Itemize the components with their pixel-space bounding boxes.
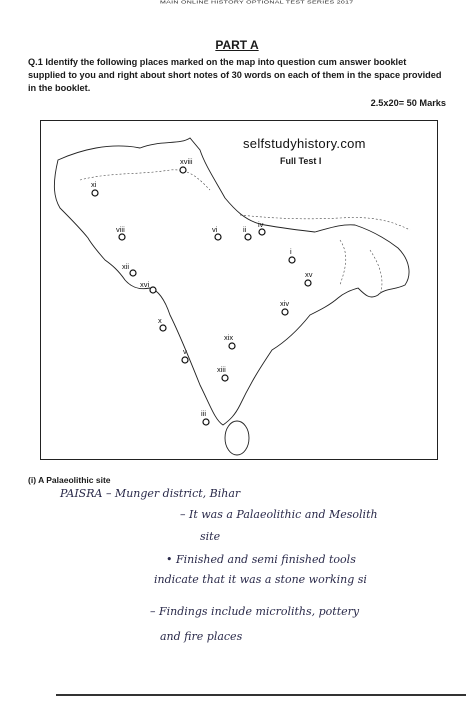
svg-text:xvi: xvi	[140, 280, 150, 289]
marker-ii[interactable]	[245, 234, 251, 240]
marker-xiv[interactable]	[282, 309, 288, 315]
svg-text:xi: xi	[91, 180, 97, 189]
map-border-east	[340, 240, 382, 295]
svg-text:x: x	[158, 316, 162, 325]
marker-xix[interactable]	[229, 343, 235, 349]
marker-vii[interactable]	[215, 234, 221, 240]
marker-xv[interactable]	[305, 280, 311, 286]
marker-xiii[interactable]	[222, 375, 228, 381]
map-markers	[91, 157, 313, 425]
svg-text:xiv: xiv	[280, 299, 290, 308]
question-text: Q.1 Identify the following places marked on the map into question cum answer booklet supplied to you and right about short notes of 30 words on each of them in the space provided in the booklet.	[28, 57, 442, 93]
marker-xviii[interactable]	[180, 167, 186, 173]
header-strip: MAIN ONLINE HISTORY OPTIONAL TEST SERIES 2017	[160, 0, 354, 5]
svg-text:v: v	[183, 347, 187, 356]
answer-label: (i) A Palaeolithic site	[28, 475, 111, 485]
answer-line-5: indicate that it was a stone working si	[154, 573, 367, 586]
answer-line-1: PAISRA – Munger district, Bihar	[60, 487, 241, 500]
page-bottom-rule	[56, 694, 466, 696]
marker-iii[interactable]	[203, 419, 209, 425]
site-watermark-text: selfstudyhistory.com	[243, 136, 366, 151]
marker-xii[interactable]	[130, 270, 136, 276]
svg-text:i: i	[290, 247, 292, 256]
page-title	[0, 38, 474, 52]
svg-text:iv: iv	[258, 220, 264, 229]
svg-text:xv: xv	[305, 270, 313, 279]
answer-line-2: – It was a Palaeolithic and Mesolith	[180, 508, 378, 521]
marker-x[interactable]	[160, 325, 166, 331]
svg-text:xix: xix	[224, 333, 234, 342]
svg-text:ii: ii	[243, 225, 247, 234]
marker-v[interactable]	[182, 357, 188, 363]
marker-i[interactable]	[289, 257, 295, 263]
test-title: Full Test I	[280, 156, 322, 166]
answer-line-6: – Findings include microliths, pottery	[150, 605, 360, 618]
part-title-text: PART A	[215, 38, 259, 52]
map-border-north	[80, 170, 410, 230]
marker-xi[interactable]	[92, 190, 98, 196]
sri-lanka-outline	[225, 421, 249, 455]
marks-label: 2.5x20= 50 Marks	[370, 98, 446, 108]
marker-xvi[interactable]	[150, 287, 156, 293]
svg-text:viii: viii	[116, 225, 125, 234]
svg-text:vi: vi	[212, 225, 218, 234]
svg-text:xiii: xiii	[217, 365, 226, 374]
answer-line-7: and fire places	[160, 630, 243, 643]
india-map	[40, 120, 438, 460]
map-outline	[54, 138, 409, 425]
svg-text:iii: iii	[201, 409, 206, 418]
marker-viii[interactable]	[119, 234, 125, 240]
svg-text:xii: xii	[122, 262, 130, 271]
answer-line-4: • Finished and semi finished tools	[166, 553, 356, 566]
svg-text:xviii: xviii	[180, 157, 193, 166]
answer-line-3: site	[200, 530, 221, 543]
marker-iv[interactable]	[259, 229, 265, 235]
